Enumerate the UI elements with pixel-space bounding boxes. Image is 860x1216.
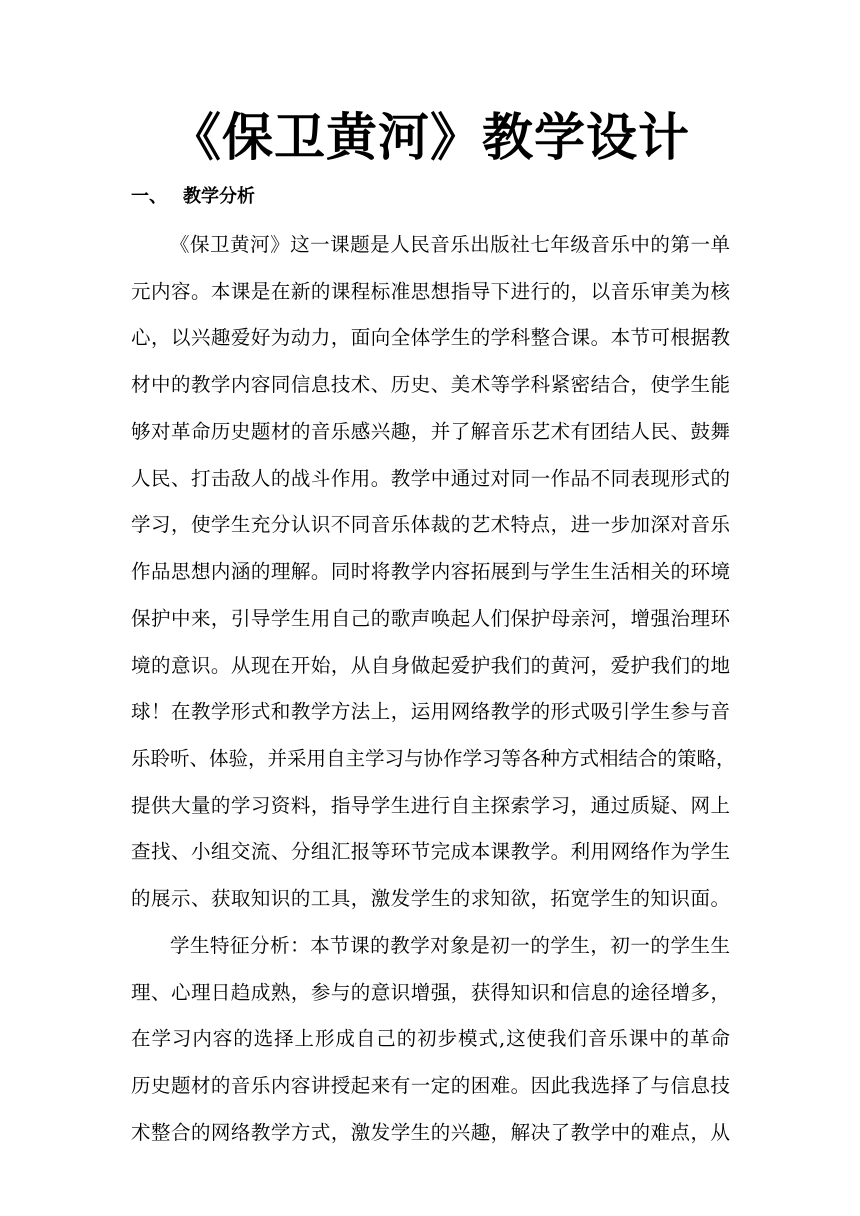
paragraph-line: 境的意识。从现在开始，从自身做起爱护我们的黄河，爱护我们的地 [131,654,730,677]
paragraph-line: 保护中来，引导学生用自己的歌声唤起人们保护母亲河，增强治理环 [131,607,730,630]
paragraph-line: 查找、小组交流、分组汇报等环节完成本课教学。利用网络作为学生 [131,840,730,863]
paragraph-line: 学习，使学生充分认识不同音乐体裁的艺术特点，进一步加深对音乐 [131,513,730,536]
paragraph-line: 《保卫黄河》这一课题是人民音乐出版社七年级音乐中的第一单 [170,233,730,256]
paragraph-line: 历史题材的音乐内容讲授起来有一定的困难。因此我选择了与信息技 [131,1074,730,1097]
paragraph-line: 术整合的网络教学方式，激发学生的兴趣，解决了教学中的难点，从 [131,1121,730,1144]
paragraph-line: 乐聆听、体验，并采用自主学习与协作学习等各种方式相结合的策略， [131,747,736,770]
paragraph-line: 作品思想内涵的理解。同时将教学内容拓展到与学生生活相关的环境 [131,560,730,583]
paragraph-line: 材中的教学内容同信息技术、历史、美术等学科紧密结合，使学生能 [131,373,730,396]
paragraph-line: 元内容。本课是在新的课程标准思想指导下进行的，以音乐审美为核 [131,280,730,303]
paragraph-line: 学生特征分析：本节课的教学对象是初一的学生，初一的学生生 [170,934,730,957]
document-title: 《保卫黄河》教学设计 [169,108,690,168]
paragraph-line: 提供大量的学习资料，指导学生进行自主探索学习，通过质疑、网上 [131,794,730,817]
paragraph-line: 在学习内容的选择上形成自己的初步模式,这使我们音乐课中的革命 [131,1027,730,1050]
paragraph-line: 心，以兴趣爱好为动力，面向全体学生的学科整合课。本节可根据教 [131,326,730,349]
section-number: 一、 [131,186,167,207]
section-heading-text: 教学分析 [183,186,255,207]
paragraph-line: 人民、打击敌人的战斗作用。教学中通过对同一作品不同表现形式的 [131,467,730,490]
paragraph-line: 的展示、获取知识的工具，激发学生的求知欲，拓宽学生的知识面。 [131,887,730,910]
section-heading-teaching-analysis [131,182,255,212]
paragraph-line: 球！在教学形式和教学方法上，运用网络教学的形式吸引学生参与音 [131,700,730,723]
paragraph-line: 够对革命历史题材的音乐感兴趣，并了解音乐艺术有团结人民、鼓舞 [131,420,730,443]
paragraph-line: 理、心理日趋成熟，参与的意识增强，获得知识和信息的途径增多， [131,981,730,1004]
